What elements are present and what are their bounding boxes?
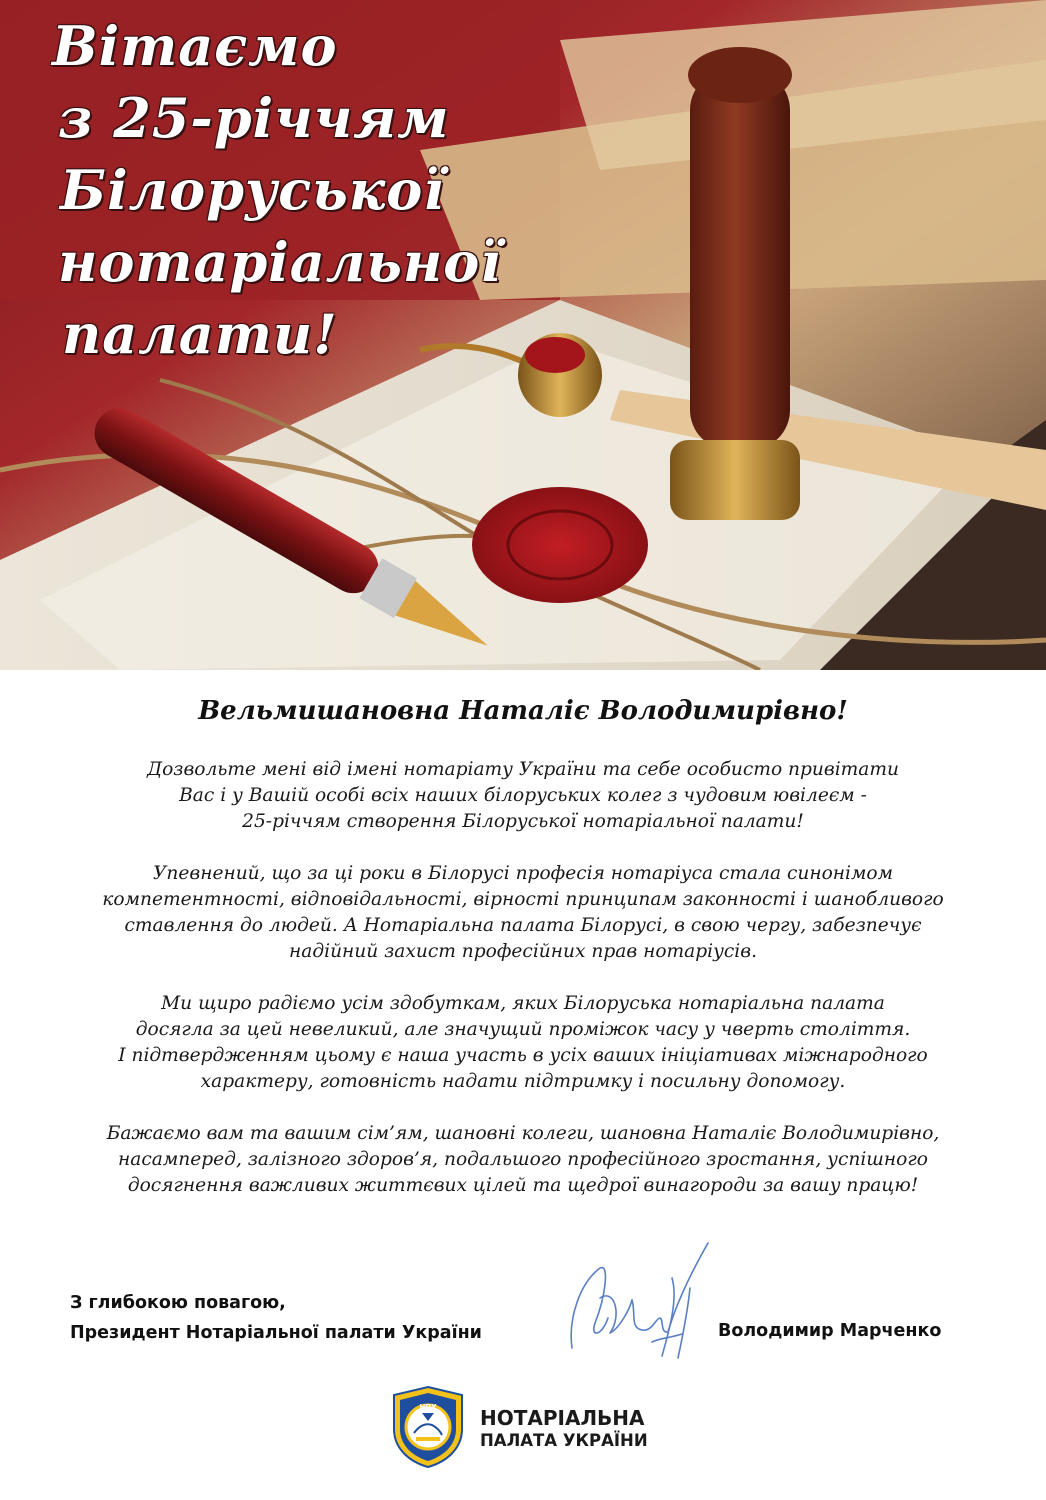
org-name-line-2: ПАЛАТА УКРАЇНИ — [480, 1431, 648, 1450]
wax-seal — [472, 487, 648, 603]
paragraph-2 — [70, 861, 976, 965]
closing-phrase: З глибокою повагою, — [70, 1293, 286, 1313]
paragraph-line: компетентності, відповідальності, вірності принципам законності і шанобливого — [102, 889, 944, 910]
paragraph-line: Дозвольте мені від імені нотаріату України та себе особисто привітати — [147, 759, 899, 780]
paragraph-line: Ми щиро радіємо усім здобуткам, яких Білоруська нотаріальна палата — [161, 993, 885, 1014]
paragraph-line: 25-річчям створення Білоруської нотаріальної палати! — [242, 811, 804, 832]
hero-title-line-1: Вітаємо — [52, 14, 338, 78]
hero-title-line-5: палати! — [62, 302, 338, 366]
org-name-line-1: НОТАРІАЛЬНА — [480, 1406, 645, 1430]
paragraph-line: Бажаємо вам та вашим сім’ям, шановні колеги, шановна Наталіє Володимирівно, — [106, 1123, 940, 1144]
paragraph-3 — [70, 991, 976, 1095]
paragraph-line: Упевнений, що за ці роки в Білорусі професія нотаріуса стала синонімом — [152, 863, 894, 884]
hero-title-line-2: з 25-річчям — [58, 86, 450, 150]
hero-title-line-4: нотаріальної — [58, 230, 502, 294]
paragraph-line: ставлення до людей. А Нотаріальна палата Білорусі, в свою чергу, забезпечує — [124, 915, 922, 936]
paragraph-line: насамперед, залізного здоров’я, подальшого професійного зростання, успішного — [118, 1149, 928, 1170]
emblem-abbr: НПУ — [419, 1403, 437, 1411]
paragraph-line: Вас і у Вашій особі всіх наших білоруських колег з чудовим ювілеєм - — [179, 785, 867, 806]
paragraph-line: досягнення важливих життєвих цілей та щедрої винагороди за вашу працю! — [127, 1175, 919, 1196]
org-logo-text — [480, 1406, 648, 1452]
notary-chamber-emblem-icon — [388, 1385, 468, 1469]
hero-title — [52, 10, 522, 370]
signer-name: Володимир Марченко — [718, 1321, 942, 1341]
salutation: Вельмишановна Наталіє Володимирівно! — [198, 696, 848, 726]
signer-position: Президент Нотаріальної палати України — [70, 1323, 482, 1343]
paragraph-line: надійний захист професійних прав нотаріусів. — [289, 941, 757, 962]
hero-title-line-3: Білоруської — [60, 158, 445, 222]
paragraph-4 — [70, 1121, 976, 1199]
closing-block — [70, 1288, 482, 1348]
hero-banner — [0, 0, 1046, 670]
handwritten-signature-icon — [560, 1238, 710, 1368]
paragraph-line: І підтвердженням цьому є наша участь в усіх ваших ініціативах міжнародного — [118, 1045, 928, 1066]
paragraph-1 — [70, 757, 976, 835]
letter-body — [70, 757, 976, 1225]
paragraph-line: характеру, готовність надати підтримку і посильну допомогу. — [200, 1071, 846, 1092]
paragraph-line: досягла за цей невеликий, але значущий проміжок часу у чверть століття. — [135, 1019, 911, 1040]
